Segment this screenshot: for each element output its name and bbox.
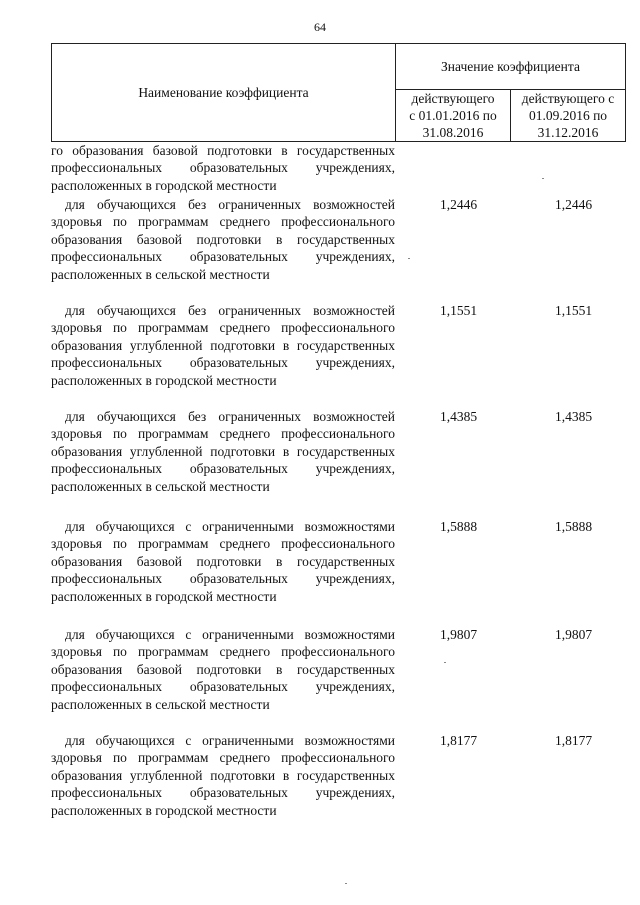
scan-speck [408, 258, 410, 259]
header-value-group-label: Значение коэффициента [441, 59, 580, 74]
page-number: 64 [314, 20, 326, 34]
table-row [51, 302, 626, 408]
value-period-1: 1,9807 [439, 627, 478, 642]
coefficient-name: го образования базовой подготовки в государственных профессиональных образовательных учреждениях, расположенных в городской местности [51, 143, 395, 193]
header-period-1-line: 31.08.2016 [422, 125, 484, 140]
table-row [51, 732, 626, 838]
scan-speck [345, 883, 347, 884]
header-name-column [52, 44, 396, 142]
value-period-2: 1,4385 [554, 409, 593, 424]
value-period-2: 1,1551 [554, 303, 593, 318]
table-row [51, 196, 626, 302]
coefficient-name: для обучающихся с ограниченными возможностями здоровья по программам среднего профессионального образования базовой подготовки в государственных профессиональных образовательных учреждениях, расположенных в городской местности [51, 519, 395, 604]
coefficient-name: для обучающихся без ограниченных возможностей здоровья по программам среднего профессионального образования углубленной подготовки в государственных профессиональных образовательных учреждениях, расположенных в сельской местности [51, 409, 395, 494]
table-body [51, 142, 626, 838]
header-period-1 [396, 90, 511, 142]
value-period-1: 1,5888 [439, 519, 478, 534]
header-period-1-line: с 01.01.2016 по [409, 108, 497, 123]
header-value-group [396, 44, 626, 90]
value-period-2: 1,8177 [554, 733, 593, 748]
header-period-2-line: 01.09.2016 по [528, 108, 608, 123]
header-period-2-line: 31.12.2016 [537, 125, 599, 140]
value-period-1: 1,8177 [439, 733, 478, 748]
scan-speck [542, 178, 544, 179]
value-period-2: 1,2446 [554, 197, 593, 212]
table-header [51, 43, 626, 142]
header-name-label: Наименование коэффициента [138, 85, 309, 100]
table-row [51, 408, 626, 518]
coefficient-name: для обучающихся без ограниченных возможностей здоровья по программам среднего профессионального образования базовой подготовки в государственных профессиональных образовательных учреждениях, расположенных в сельской местности [51, 197, 395, 282]
value-period-2: 1,5888 [554, 519, 593, 534]
value-period-1: 1,2446 [439, 197, 478, 212]
header-period-2-line: действующего с [521, 91, 615, 106]
coefficient-name: для обучающихся с ограниченными возможностями здоровья по программам среднего профессионального образования углубленной подготовки в государственных профессиональных образовательных учреждениях, расположенных в городской местности [51, 733, 395, 818]
value-period-2: 1,9807 [554, 627, 593, 642]
table-row [51, 518, 626, 626]
scan-speck [444, 662, 446, 663]
table-row [51, 626, 626, 732]
value-period-1: 1,4385 [439, 409, 478, 424]
value-period-1: 1,1551 [439, 303, 478, 318]
header-period-1-line: действующего [411, 91, 495, 106]
coefficient-name: для обучающихся с ограниченными возможностями здоровья по программам среднего профессионального образования базовой подготовки в государственных профессиональных образовательных учреждениях, расположенных в сельской местности [51, 627, 395, 712]
table-row [51, 142, 626, 196]
coefficient-name: для обучающихся без ограниченных возможностей здоровья по программам среднего профессионального образования углубленной подготовки в государственных профессиональных образовательных учреждениях, расположенных в городской местности [51, 303, 395, 388]
header-period-2 [511, 90, 626, 142]
